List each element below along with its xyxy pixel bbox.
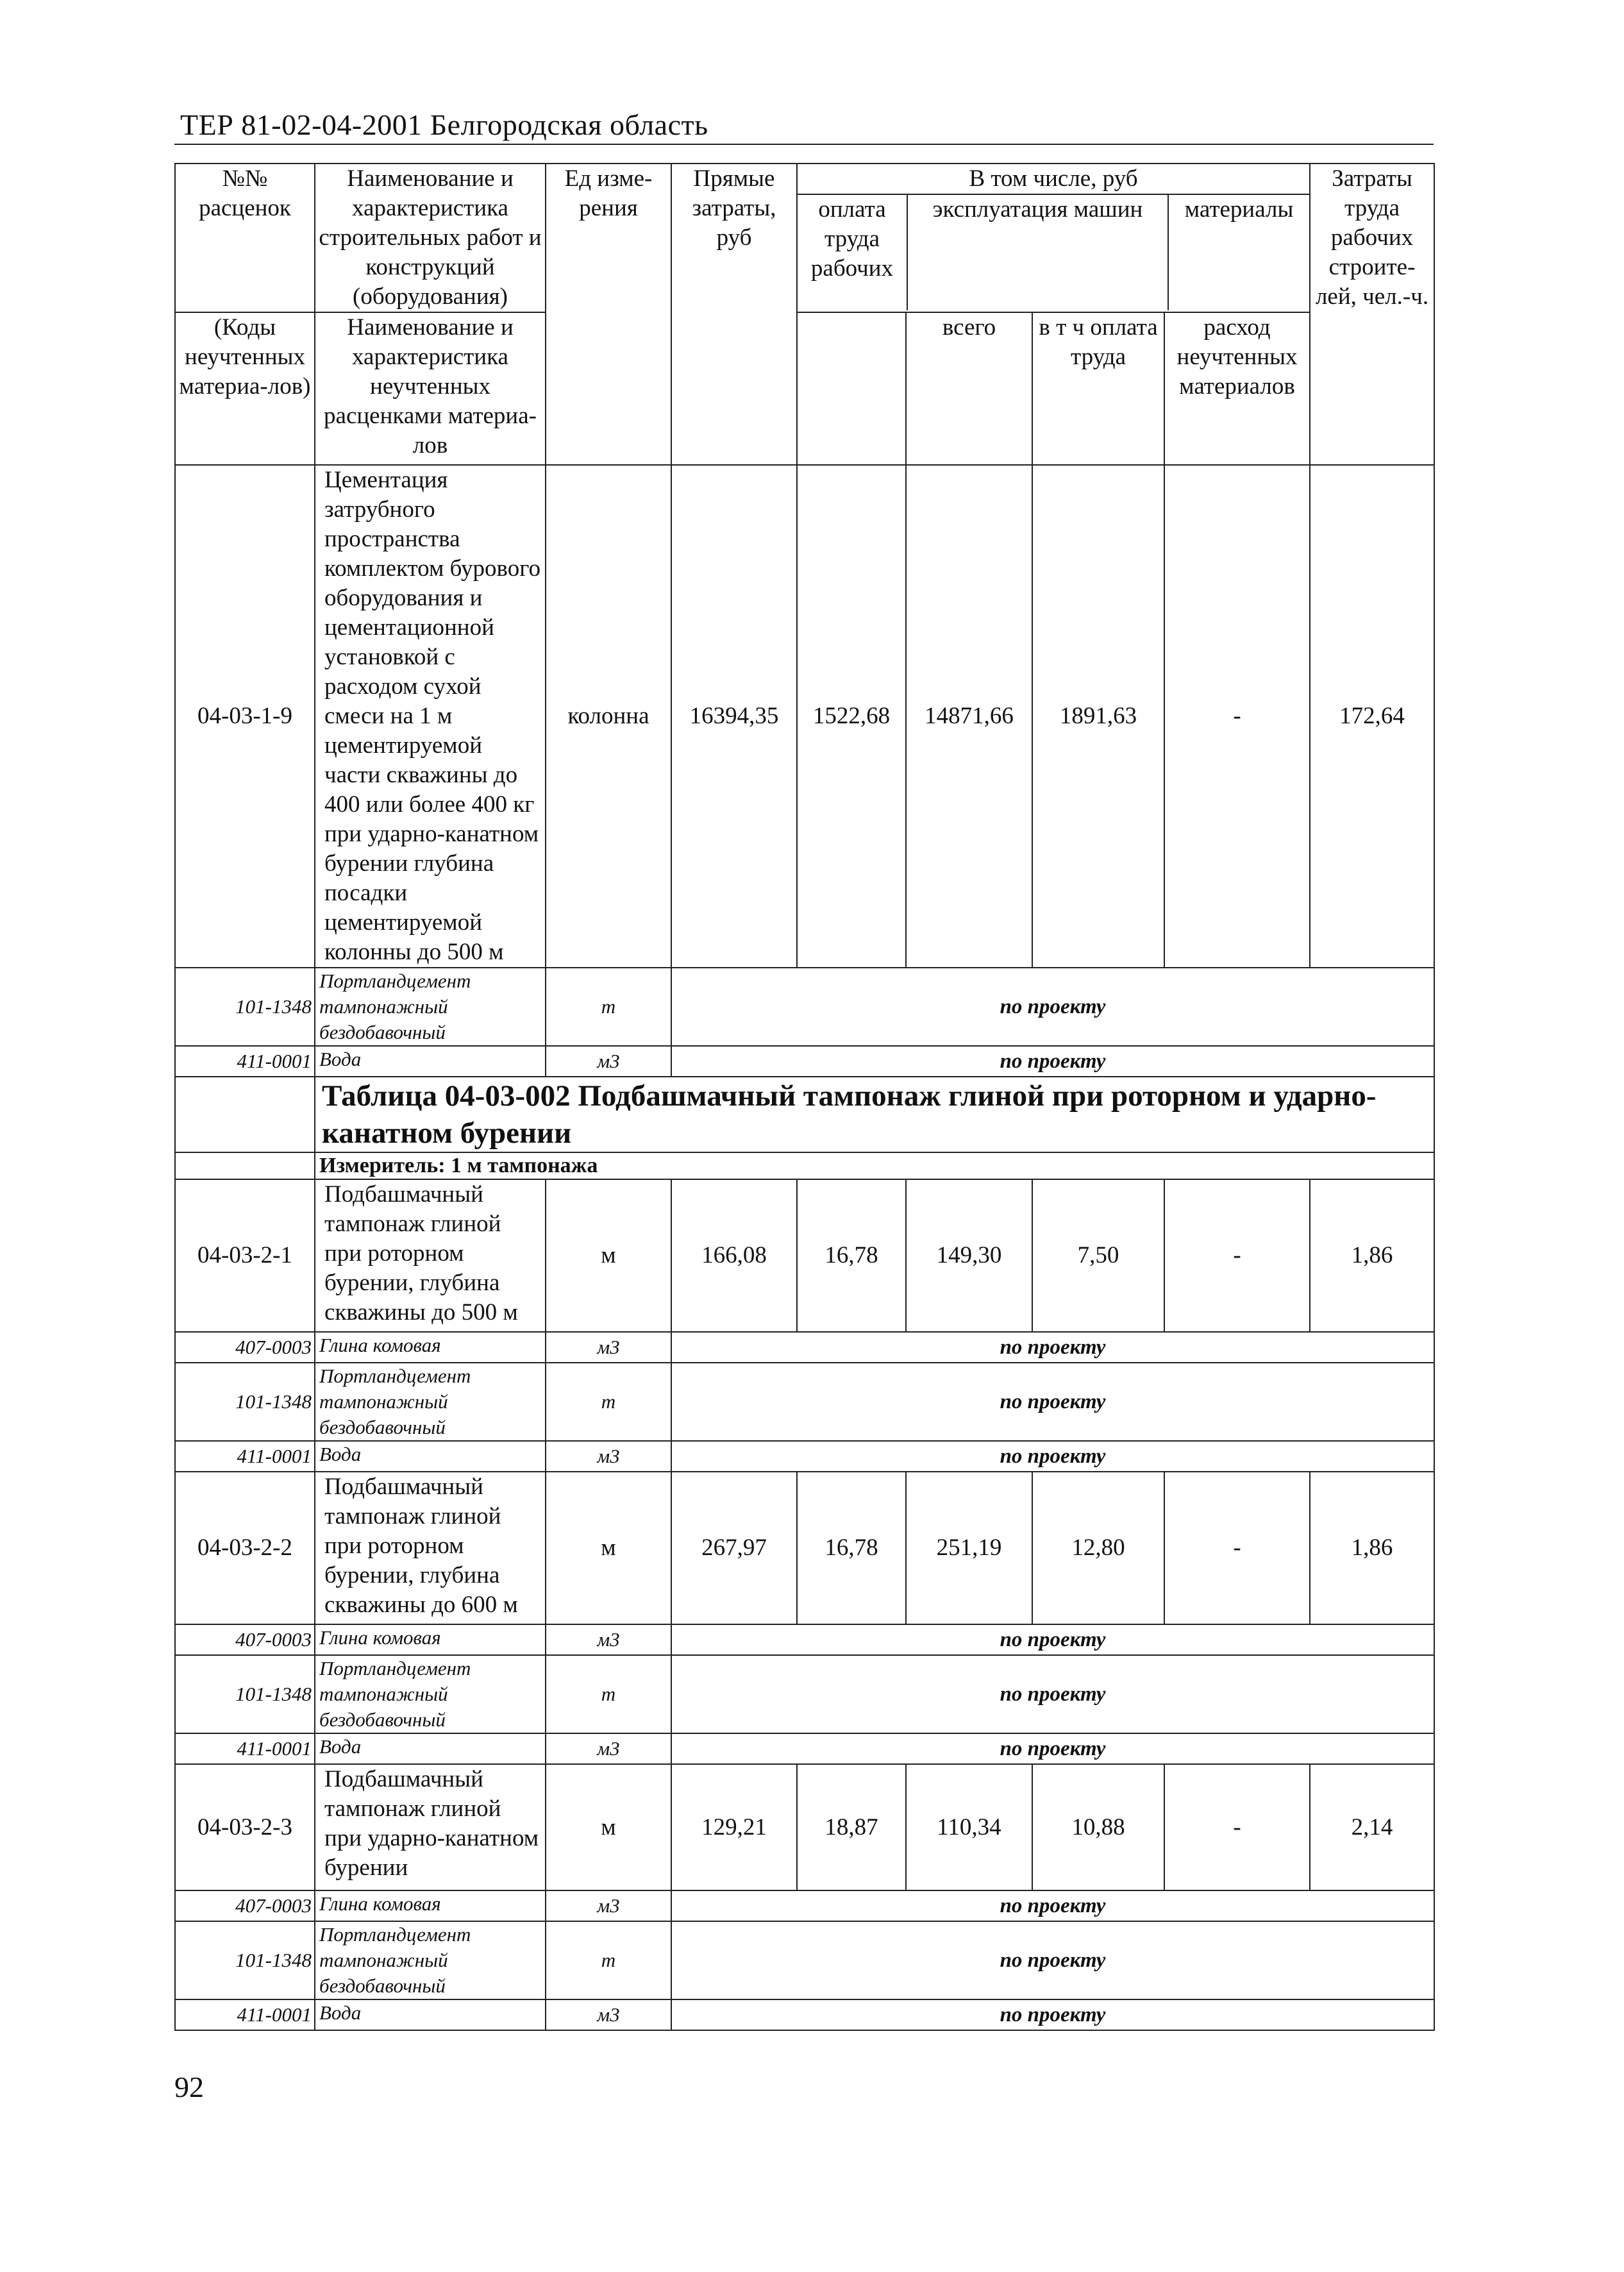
rate-name: Подбашмачный тампонаж глиной при ударно-канатном бурении: [315, 1764, 546, 1890]
material-note: по проекту: [671, 1624, 1434, 1655]
rate-hours: 2,14: [1310, 1764, 1434, 1890]
material-code: 411-0001: [175, 1999, 315, 2030]
rate-direct: 166,08: [671, 1179, 797, 1332]
material-name: Глина комовая: [315, 1890, 546, 1921]
rate-unit: м: [546, 1764, 671, 1890]
table-title: Таблица 04-03-002 Подбашмачный тампонаж глиной при роторном и ударно-канатном бурении: [315, 1077, 1434, 1152]
material-code: 407-0003: [175, 1624, 315, 1655]
material-row: [175, 1733, 1434, 1764]
rate-unit: колонна: [546, 465, 671, 968]
material-unit: т: [546, 1655, 671, 1733]
material-code: 407-0003: [175, 1890, 315, 1921]
header-row-2: [175, 312, 1434, 465]
header-row-1: [175, 164, 1434, 312]
header-material-usage: расход неучтенных материалов: [1164, 312, 1310, 465]
header-including-group: [797, 164, 1310, 312]
rate-mach-labor: 1891,63: [1032, 465, 1164, 968]
rate-materials: -: [1164, 1764, 1310, 1890]
material-row: [175, 1655, 1434, 1733]
material-code: 407-0003: [175, 1332, 315, 1363]
rate-code: 04-03-2-1: [175, 1179, 315, 1332]
material-name: Портландцемент тампонажный бездобавочный: [315, 1363, 546, 1441]
material-row: [175, 1921, 1434, 1999]
header-labor-hours: Затраты труда рабочих строите-лей, чел.-ч.: [1310, 164, 1434, 465]
material-name: Портландцемент тампонажный бездобавочный: [315, 968, 546, 1046]
rate-materials: -: [1164, 465, 1310, 968]
material-note: по проекту: [671, 1655, 1434, 1733]
rate-hours: 172,64: [1310, 465, 1434, 968]
material-row: [175, 1999, 1434, 2030]
rate-direct: 267,97: [671, 1472, 797, 1624]
rate-unit: м: [546, 1472, 671, 1624]
material-unit: т: [546, 1363, 671, 1441]
material-code: 101-1348: [175, 1655, 315, 1733]
material-name: Вода: [315, 1441, 546, 1472]
title-blank-cell: [175, 1077, 315, 1152]
material-row: [175, 1441, 1434, 1472]
material-note: по проекту: [671, 1921, 1434, 1999]
material-row: [175, 968, 1434, 1046]
measure-row: [175, 1152, 1434, 1179]
rate-unit: м: [546, 1179, 671, 1332]
rate-labor-pay: 16,78: [797, 1179, 906, 1332]
header-machines: эксплуатация машин: [908, 195, 1169, 310]
rate-materials: -: [1164, 1179, 1310, 1332]
material-name: Вода: [315, 1999, 546, 2030]
rate-mach-labor: 10,88: [1032, 1764, 1164, 1890]
rate-direct: 16394,35: [671, 465, 797, 968]
header-name: Наименование и характеристика строительных работ и конструкций (оборудования): [315, 164, 546, 312]
material-code: 101-1348: [175, 968, 315, 1046]
header-including: В том числе, руб: [798, 164, 1309, 195]
rate-mach-labor: 12,80: [1032, 1472, 1164, 1624]
material-code: 101-1348: [175, 1363, 315, 1441]
rate-name: Подбашмачный тампонаж глиной при роторном бурении, глубина скважины до 600 м: [315, 1472, 546, 1624]
material-unit: т: [546, 1921, 671, 1999]
rate-code: 04-03-1-9: [175, 465, 315, 968]
rate-row: [175, 1179, 1434, 1332]
material-name: Вода: [315, 1046, 546, 1077]
rate-hours: 1,86: [1310, 1472, 1434, 1624]
rate-code: 04-03-2-2: [175, 1472, 315, 1624]
material-unit: м3: [546, 1999, 671, 2030]
rate-mach-total: 149,30: [906, 1179, 1032, 1332]
material-unit: м3: [546, 1890, 671, 1921]
material-row: [175, 1624, 1434, 1655]
material-row: [175, 1890, 1434, 1921]
material-unit: м3: [546, 1624, 671, 1655]
rate-materials: -: [1164, 1472, 1310, 1624]
rate-direct: 129,21: [671, 1764, 797, 1890]
rate-mach-total: 110,34: [906, 1764, 1032, 1890]
header-unit: Ед изме-рения: [546, 164, 671, 465]
material-name: Вода: [315, 1733, 546, 1764]
rate-mach-total: 14871,66: [906, 465, 1032, 968]
material-note: по проекту: [671, 1890, 1434, 1921]
rate-row: [175, 1472, 1434, 1624]
rate-mach-total: 251,19: [906, 1472, 1032, 1624]
material-name: Глина комовая: [315, 1332, 546, 1363]
material-note: по проекту: [671, 1332, 1434, 1363]
header-material-code: (Коды неучтенных материа-лов): [175, 312, 315, 465]
material-code: 411-0001: [175, 1441, 315, 1472]
rate-row: [175, 465, 1434, 968]
material-unit: м3: [546, 1046, 671, 1077]
material-code: 411-0001: [175, 1046, 315, 1077]
material-row: [175, 1363, 1434, 1441]
material-row: [175, 1046, 1434, 1077]
rate-mach-labor: 7,50: [1032, 1179, 1164, 1332]
material-unit: м3: [546, 1441, 671, 1472]
header-machines-labor: в т ч оплата труда: [1032, 312, 1164, 465]
header-labor-pay-cont: [797, 312, 906, 465]
measure-blank-cell: [175, 1152, 315, 1179]
rate-labor-pay: 18,87: [797, 1764, 906, 1890]
material-note: по проекту: [671, 1733, 1434, 1764]
page-number: 92: [174, 2071, 204, 2103]
material-unit: м3: [546, 1332, 671, 1363]
header-code: №№ расценок: [175, 164, 315, 312]
material-code: 101-1348: [175, 1921, 315, 1999]
rate-code: 04-03-2-3: [175, 1764, 315, 1890]
header-materials: материалы: [1184, 196, 1294, 223]
document-header: ТЕР 81-02-04-2001 Белгородская область: [180, 108, 708, 141]
header-machines-total: всего: [906, 312, 1032, 465]
rate-labor-pay: 1522,68: [797, 465, 906, 968]
material-unit: м3: [546, 1733, 671, 1764]
header-labor-pay: оплата труда рабочих: [798, 195, 908, 310]
table-title-row: [175, 1077, 1434, 1152]
material-code: 411-0001: [175, 1733, 315, 1764]
material-name: Портландцемент тампонажный бездобавочный: [315, 1921, 546, 1999]
rate-row: [175, 1764, 1434, 1890]
material-note: по проекту: [671, 1999, 1434, 2030]
material-note: по проекту: [671, 1441, 1434, 1472]
header-material-name: Наименование и характеристика неучтенных расценками материа-лов: [315, 312, 546, 465]
material-unit: т: [546, 968, 671, 1046]
material-note: по проекту: [671, 968, 1434, 1046]
rate-name: Подбашмачный тампонаж глиной при роторном бурении, глубина скважины до 500 м: [315, 1179, 546, 1332]
material-row: [175, 1332, 1434, 1363]
measure-unit: Измеритель: 1 м тампонажа: [315, 1152, 1434, 1179]
rate-hours: 1,86: [1310, 1179, 1434, 1332]
rate-labor-pay: 16,78: [797, 1472, 906, 1624]
material-note: по проекту: [671, 1046, 1434, 1077]
header-rule: [174, 144, 1434, 145]
header-direct: Прямые затраты, руб: [671, 164, 797, 465]
material-name: Глина комовая: [315, 1624, 546, 1655]
material-name: Портландцемент тампонажный бездобавочный: [315, 1655, 546, 1733]
rate-name: Цементация затрубного пространства комплектом бурового оборудования и цементационной установкой с расходом сухой смеси на 1 м цементируемой части скважины до 400 или более 400 кг при ударно-канатном бурении глубина посадки цементируемой колонны до 500 м: [315, 465, 546, 968]
rates-table: [174, 163, 1435, 2031]
material-note: по проекту: [671, 1363, 1434, 1441]
